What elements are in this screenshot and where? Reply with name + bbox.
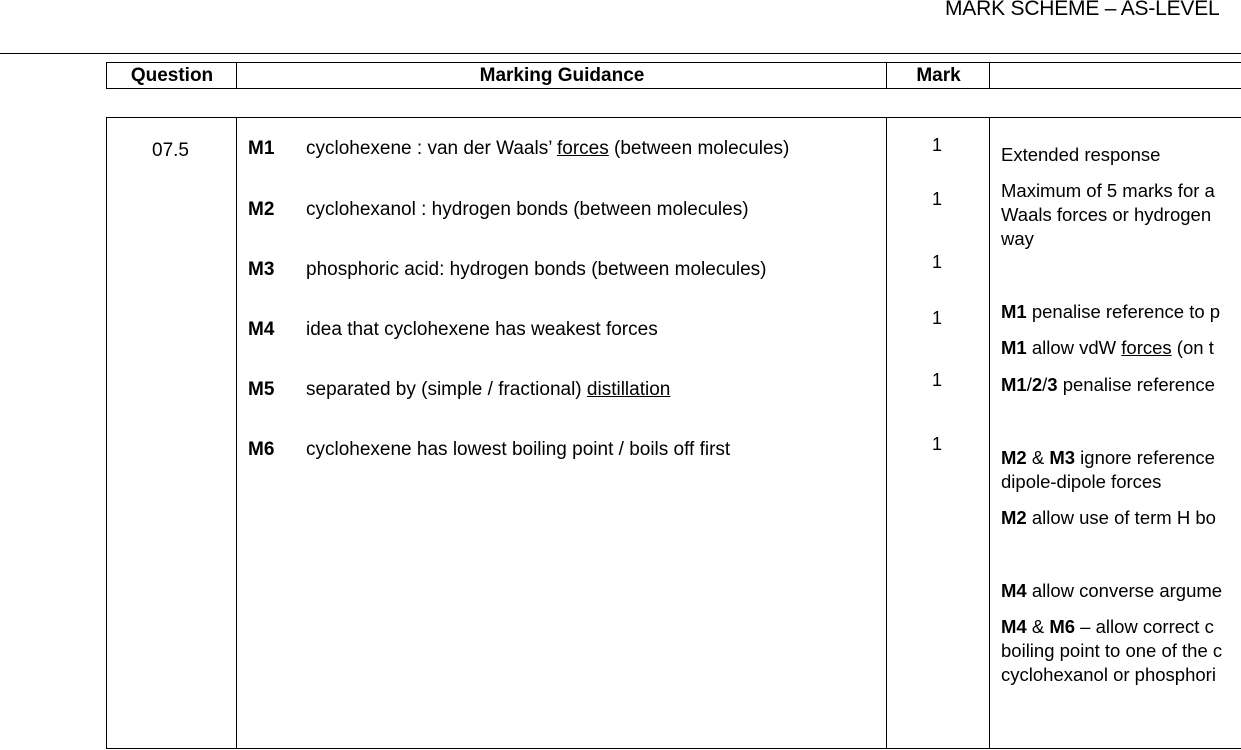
guidance-code: M2 bbox=[1001, 507, 1027, 528]
criterion-code: M6 bbox=[248, 439, 275, 460]
guidance-code: M1 bbox=[1001, 301, 1027, 322]
guidance-code: M4 bbox=[1001, 616, 1027, 637]
criterion-text: cyclohexene has lowest boiling point / boils off first bbox=[306, 439, 731, 460]
guidance-text: penalise reference to p bbox=[1026, 301, 1221, 322]
criterion-text: separated by (simple / fractional) bbox=[306, 379, 587, 400]
guidance-text: allow use of term H bo bbox=[1026, 507, 1216, 528]
guidance-line: cyclohexanol or phosphori bbox=[1001, 664, 1216, 685]
column-header-guidance: Marking Guidance bbox=[236, 62, 887, 89]
guidance-m2-m3-ignore bbox=[1001, 446, 1215, 494]
guidance-m1-penalise bbox=[1001, 300, 1220, 324]
guidance-code: M1 bbox=[1001, 337, 1027, 358]
guidance-text: allow vdW bbox=[1026, 337, 1122, 358]
guidance-code: M3 bbox=[1049, 447, 1076, 468]
page-header-title: MARK SCHEME – AS-LEVEL bbox=[945, 0, 1220, 20]
criterion-text: phosphoric acid: hydrogen bonds (between molecules) bbox=[306, 259, 767, 280]
mark-scheme-table bbox=[106, 117, 1241, 749]
criterion-code: M5 bbox=[248, 379, 275, 400]
column-header-mark: Mark bbox=[886, 62, 990, 89]
guidance-amp: & bbox=[1026, 447, 1050, 468]
guidance-line: dipole-dipole forces bbox=[1001, 471, 1162, 492]
guidance-amp: & bbox=[1026, 616, 1050, 637]
question-number: 07.5 bbox=[152, 140, 189, 161]
guidance-code: 3 bbox=[1047, 374, 1058, 395]
mark-value: 1 bbox=[932, 135, 943, 155]
guidance-m4-converse bbox=[1001, 579, 1222, 603]
criterion-text-after: (between molecules) bbox=[608, 138, 790, 159]
column-header-comments bbox=[989, 62, 1241, 89]
mark-value: 1 bbox=[932, 308, 943, 328]
guidance-line: boiling point to one of the c bbox=[1001, 640, 1223, 661]
guidance-code: M4 bbox=[1001, 580, 1027, 601]
guidance-code: M1 bbox=[1001, 374, 1027, 395]
criterion-code: M3 bbox=[248, 259, 275, 280]
criterion-code: M4 bbox=[248, 319, 275, 340]
guidance-code: M6 bbox=[1049, 616, 1076, 637]
guidance-line: Maximum of 5 marks for a bbox=[1001, 180, 1215, 201]
column-divider bbox=[236, 118, 237, 748]
criterion-code: M1 bbox=[248, 138, 275, 159]
guidance-extended-response: Extended response bbox=[1001, 144, 1161, 165]
guidance-line: way bbox=[1001, 228, 1034, 249]
mark-value: 1 bbox=[932, 434, 943, 454]
guidance-text: allow converse argume bbox=[1026, 580, 1223, 601]
column-divider bbox=[989, 118, 990, 748]
guidance-line: Waals forces or hydrogen bbox=[1001, 204, 1212, 225]
guidance-m123-penalise bbox=[1001, 373, 1215, 397]
criterion-m1 bbox=[248, 138, 789, 160]
guidance-text: ignore reference bbox=[1075, 447, 1215, 468]
criterion-code: M2 bbox=[248, 199, 275, 220]
guidance-code: M2 bbox=[1001, 447, 1027, 468]
column-header-question: Question bbox=[106, 62, 237, 89]
guidance-text: – allow correct c bbox=[1075, 616, 1214, 637]
criterion-text: cyclohexanol : hydrogen bonds (between molecules) bbox=[306, 199, 749, 220]
guidance-m2-allow bbox=[1001, 506, 1216, 530]
header-rule bbox=[0, 53, 1241, 54]
criterion-m2 bbox=[248, 199, 749, 221]
guidance-max-marks bbox=[1001, 179, 1215, 251]
guidance-line bbox=[1001, 615, 1222, 639]
criterion-m3 bbox=[248, 259, 767, 281]
criterion-m4 bbox=[248, 319, 658, 341]
criterion-text: cyclohexene : van der Waals’ bbox=[306, 138, 557, 159]
guidance-sep: / bbox=[1042, 374, 1048, 395]
guidance-text: penalise reference bbox=[1057, 374, 1215, 395]
criterion-m6 bbox=[248, 439, 730, 461]
mark-value: 1 bbox=[932, 252, 943, 272]
guidance-underlined: forces bbox=[1121, 337, 1172, 358]
column-divider bbox=[886, 118, 887, 748]
guidance-code: 2 bbox=[1031, 374, 1043, 395]
guidance-sep: / bbox=[1026, 374, 1032, 395]
guidance-m1-allow bbox=[1001, 336, 1214, 360]
criterion-text: idea that cyclohexene has weakest forces bbox=[306, 319, 658, 340]
mark-value: 1 bbox=[932, 189, 943, 209]
mark-value: 1 bbox=[932, 370, 943, 390]
guidance-line bbox=[1001, 446, 1215, 470]
criterion-underlined: forces bbox=[557, 138, 609, 159]
guidance-m4-m6-allow bbox=[1001, 615, 1222, 687]
guidance-text-after: (on t bbox=[1171, 337, 1214, 358]
criterion-underlined: distillation bbox=[586, 379, 671, 400]
criterion-m5 bbox=[248, 379, 670, 401]
